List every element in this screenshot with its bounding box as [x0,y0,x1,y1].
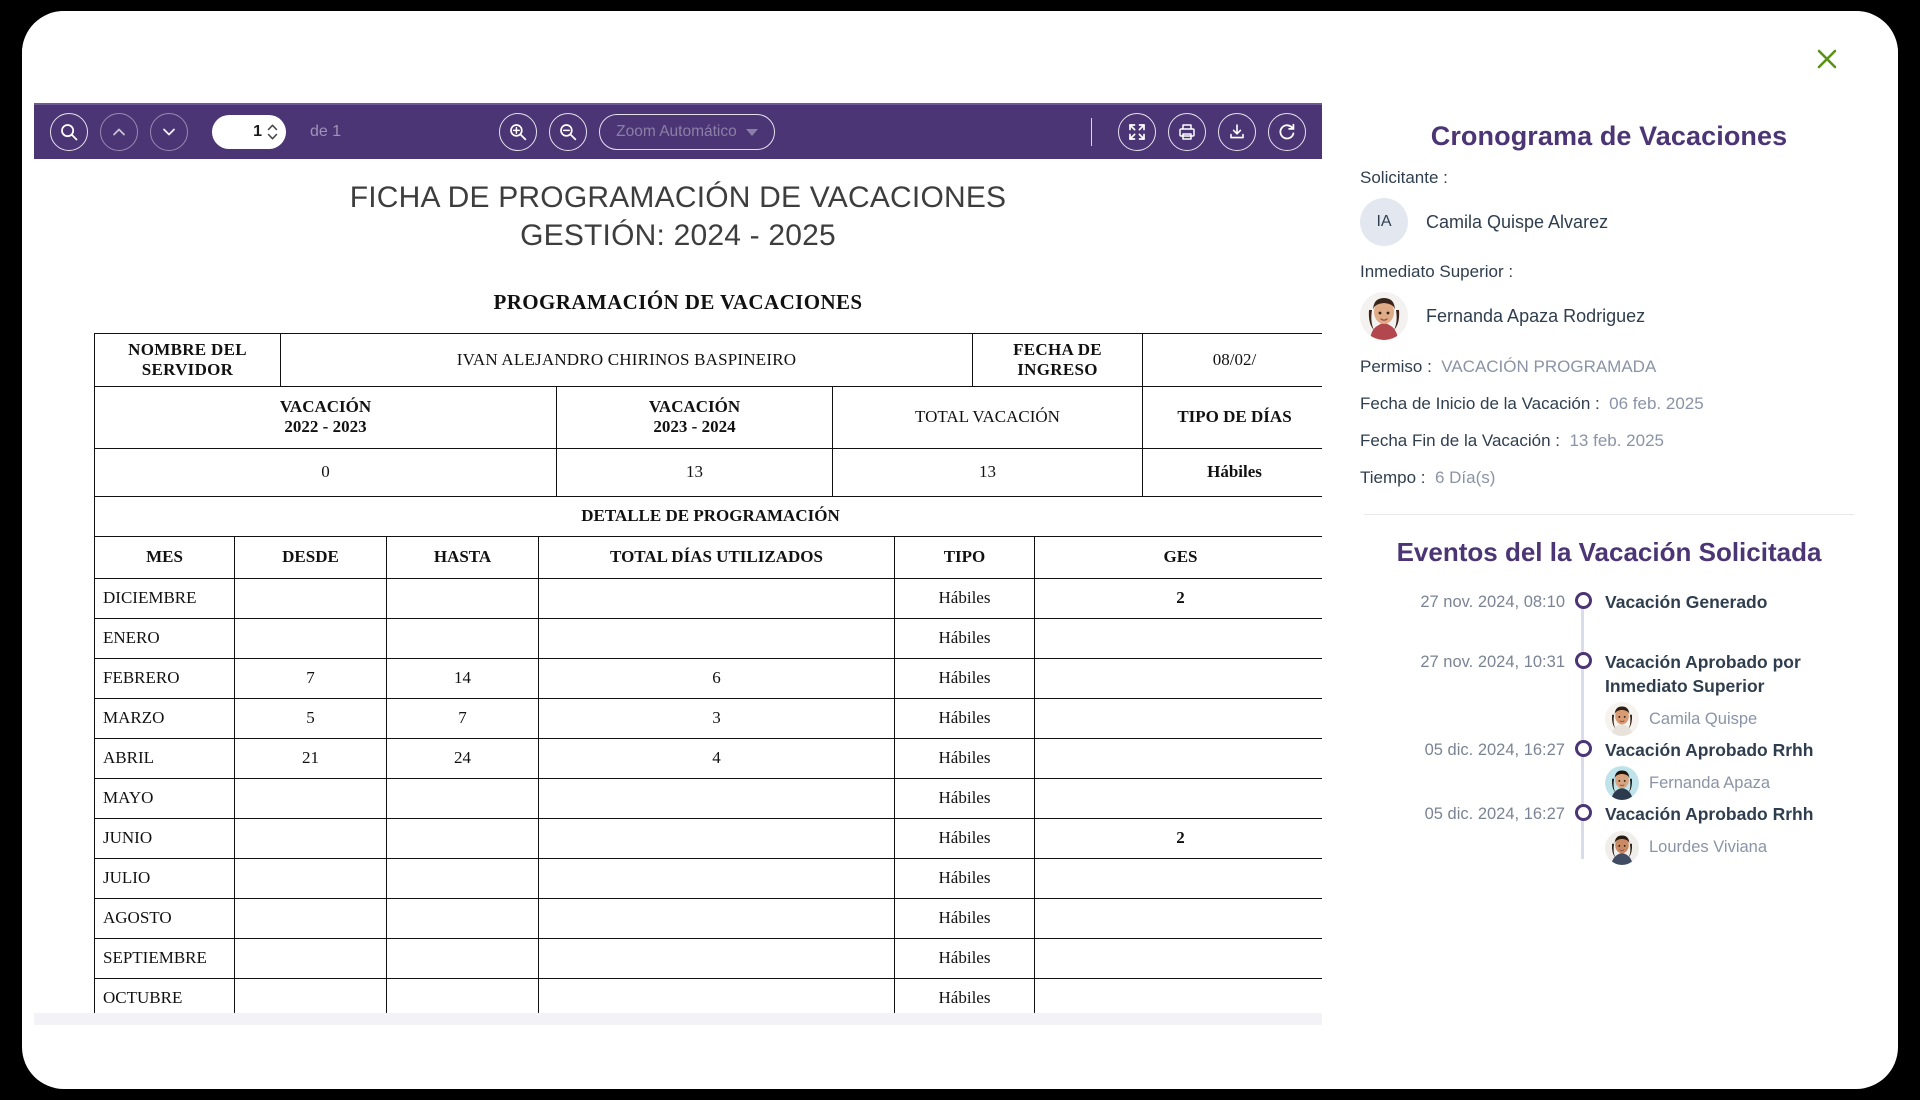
event-timestamp: 27 nov. 2024, 08:10 [1420,593,1565,611]
page-number-input[interactable] [218,123,262,141]
document-title-line2: GESTIÓN: 2024 - 2025 [520,219,836,253]
cell-hasta [387,578,539,618]
cell-hasta: 24 [387,738,539,778]
timeline-event [1360,588,1858,648]
event-body [1601,800,1858,864]
avatar [1605,702,1639,736]
event-label: Vacación Generado [1605,592,1768,612]
superior-name: Fernanda Apaza Rodriguez [1426,305,1646,326]
table-row [95,448,1323,496]
event-actor-name: Fernanda Apaza [1649,774,1771,793]
table-row [95,778,1323,818]
document-title [94,179,1262,256]
print-icon[interactable] [1168,113,1206,151]
tipo-dias-label: TIPO DE DÍAS [1143,386,1323,448]
cell-total [539,618,895,658]
vac-2023-label-line2: 2023 - 2024 [653,417,736,437]
detalle-label: DETALLE DE PROGRAMACIÓN [95,496,1323,536]
event-dot-column [1565,800,1601,864]
pdf-scroll-area[interactable] [34,159,1322,1025]
cell-tipo: Hábiles [895,578,1035,618]
cell-gestion [1035,978,1323,1013]
cell-hasta [387,978,539,1013]
event-body [1601,648,1858,736]
cell-mes: JUNIO [95,818,235,858]
event-body [1601,588,1858,648]
vac-2023-value: 13 [557,448,833,496]
document-detail-table [94,536,1322,1013]
cell-mes: MAYO [95,778,235,818]
toolbar-divider [1091,118,1093,146]
table-row [95,496,1323,536]
ingreso-value: 08/02/ [1143,333,1323,386]
event-actor [1605,702,1858,736]
fecha-inicio-row [1360,394,1858,414]
document-title-line1: FICHA DE PROGRAMACIÓN DE VACACIONES [349,181,1007,214]
vac-2022-label-line2: 2022 - 2023 [284,417,367,437]
cell-total [539,578,895,618]
tipo-dias-value: Hábiles [1143,448,1323,496]
permiso-row [1360,357,1858,377]
events-title: Eventos del la Vacación Solicitada [1396,537,1822,567]
rotate-icon[interactable] [1268,113,1306,151]
event-actor-name: Camila Quispe [1649,710,1758,729]
cell-total [539,818,895,858]
cell-total [539,858,895,898]
cell-mes: ENERO [95,618,235,658]
solicitante-name: Camila Quispe Alvarez [1426,211,1609,232]
cell-hasta: 14 [387,658,539,698]
modal-header [22,11,1898,103]
timeline-event [1360,800,1858,864]
col-total-dias: TOTAL DÍAS UTILIZADOS [539,536,895,578]
cell-hasta: 7 [387,698,539,738]
cell-hasta [387,858,539,898]
cell-gestion [1035,898,1323,938]
timeline-event [1360,736,1858,800]
cell-gestion [1035,698,1323,738]
table-row [95,618,1323,658]
cell-total [539,898,895,938]
cell-total [539,978,895,1013]
servidor-label: NOMBRE DEL SERVIDOR [95,333,281,386]
cell-desde: 21 [235,738,387,778]
cell-mes: JULIO [95,858,235,898]
avatar [1360,292,1408,340]
cell-gestion [1035,738,1323,778]
section-divider [1364,514,1854,515]
page-number-stepper[interactable] [267,124,278,141]
cell-gestion [1035,938,1323,978]
modal-dialog [22,11,1898,1089]
vac-2023-label-line1: VACACIÓN [648,397,741,417]
timeline-items [1360,588,1858,865]
permiso-value: VACACIÓN PROGRAMADA [1441,357,1657,376]
cell-tipo: Hábiles [895,818,1035,858]
timeline-event [1360,648,1858,736]
chevron-down-icon [746,129,758,136]
table-row [95,333,1323,386]
cell-hasta [387,818,539,858]
table-row [95,698,1323,738]
event-label: Vacación Aprobado Rrhh [1605,804,1814,825]
close-icon[interactable] [1812,44,1842,74]
fecha-fin-row [1360,431,1858,451]
table-row [95,898,1323,938]
event-dot-column [1565,648,1601,736]
servidor-value: IVAN ALEJANDRO CHIRINOS BASPINEIRO [281,333,973,386]
download-icon[interactable] [1218,113,1256,151]
cell-tipo: Hábiles [895,938,1035,978]
avatar [1605,831,1639,865]
cell-gestion [1035,858,1323,898]
table-row [95,658,1323,698]
event-dot-column [1565,588,1601,648]
cell-desde [235,858,387,898]
next-page-button[interactable] [150,113,188,151]
event-actor [1605,831,1858,865]
pdf-toolbar [34,103,1322,159]
cell-gestion [1035,658,1323,698]
event-timestamp: 27 nov. 2024, 10:31 [1420,653,1565,671]
page-total-label: de 1 [310,123,342,140]
panel-title: Cronograma de Vacaciones [1430,121,1788,151]
ingreso-label: FECHA DE INGRESO [973,333,1143,386]
permiso-label: Permiso : [1360,357,1432,376]
cell-mes: SEPTIEMBRE [95,938,235,978]
fecha-fin-value: 13 feb. 2025 [1569,431,1664,450]
tiempo-label: Tiempo : [1360,468,1426,487]
vac-2022-label-line1: VACACIÓN [279,397,372,417]
cell-gestion [1035,618,1323,658]
table-row [95,858,1323,898]
cell-gestion: 2 [1035,578,1323,618]
table-row [95,578,1323,618]
cell-mes: AGOSTO [95,898,235,938]
cell-hasta [387,778,539,818]
cell-total: 3 [539,698,895,738]
table-row [95,818,1323,858]
col-gestion: GES [1035,536,1323,578]
zoom-out-icon[interactable] [549,113,587,151]
vac-2022-label [95,386,557,448]
cell-desde [235,938,387,978]
event-timestamp: 05 dic. 2024, 16:27 [1424,805,1565,824]
cell-gestion [1035,778,1323,818]
cell-tipo: Hábiles [895,858,1035,898]
search-icon[interactable] [50,113,88,151]
event-label: Vacación Aprobado Rrhh [1605,740,1814,761]
cell-mes: FEBRERO [95,658,235,698]
event-dot-icon [1575,804,1592,821]
cell-tipo: Hábiles [895,978,1035,1013]
tiempo-value: 6 Día(s) [1434,468,1496,487]
table-header-row [95,536,1323,578]
cell-gestion: 2 [1035,818,1323,858]
tiempo-row [1360,468,1858,488]
cell-desde: 5 [235,698,387,738]
event-body [1601,736,1858,800]
col-mes: MES [95,536,235,578]
document-summary-table [94,333,1322,537]
event-dot-column [1565,736,1601,800]
cell-desde [235,778,387,818]
cell-mes: ABRIL [95,738,235,778]
cell-hasta [387,898,539,938]
cell-desde: 7 [235,658,387,698]
cronograma-panel [1322,103,1886,1061]
event-dot-icon [1575,740,1592,757]
event-timestamp: 05 dic. 2024, 16:27 [1424,741,1565,760]
vac-2022-value: 0 [95,448,557,496]
cell-hasta [387,938,539,978]
pdf-toolbar-zoom-group [499,113,775,151]
pdf-toolbar-left-group [50,113,341,151]
solicitante-label: Solicitante : [1360,168,1448,187]
pdf-toolbar-right-group [1089,113,1307,151]
table-row [95,386,1323,448]
event-dot-icon [1575,652,1592,669]
cell-total [539,778,895,818]
cell-tipo: Hábiles [895,618,1035,658]
cell-tipo: Hábiles [895,698,1035,738]
superior-label: Inmediato Superior : [1360,262,1514,281]
avatar [1605,766,1639,800]
cell-desde [235,818,387,858]
fecha-inicio-label: Fecha de Inicio de la Vacación : [1360,394,1600,413]
event-actor [1605,766,1858,800]
cell-mes: MARZO [95,698,235,738]
fecha-inicio-value: 06 feb. 2025 [1609,394,1704,413]
page-number-field[interactable] [212,115,286,149]
previous-page-button[interactable] [100,113,138,151]
superior-row [1360,292,1858,340]
cell-desde [235,898,387,938]
col-desde: DESDE [235,536,387,578]
cell-total [539,938,895,978]
event-actor-name: Lourdes Viviana [1649,838,1768,857]
cell-desde [235,578,387,618]
cell-total: 4 [539,738,895,778]
pdf-viewer [34,103,1322,1025]
table-row [95,738,1323,778]
cell-tipo: Hábiles [895,738,1035,778]
zoom-level-label: Zoom Automático [616,123,737,140]
avatar: IA [1360,198,1408,246]
cell-total: 6 [539,658,895,698]
cell-desde [235,618,387,658]
cell-mes: OCTUBRE [95,978,235,1013]
event-label: Vacación Aprobado por Inmediato Superior [1605,652,1801,697]
solicitante-row [1360,198,1858,246]
zoom-level-select[interactable] [599,114,775,150]
cell-mes: DICIEMBRE [95,578,235,618]
events-timeline [1360,588,1858,865]
vac-2023-label [557,386,833,448]
total-vac-value: 13 [833,448,1143,496]
cell-tipo: Hábiles [895,778,1035,818]
cell-tipo: Hábiles [895,898,1035,938]
zoom-in-icon[interactable] [499,113,537,151]
document-section-title: PROGRAMACIÓN DE VACACIONES [493,289,863,314]
col-hasta: HASTA [387,536,539,578]
total-vac-label: TOTAL VACACIÓN [833,386,1143,448]
cell-hasta [387,618,539,658]
table-row [95,938,1323,978]
event-dot-icon [1575,592,1592,609]
detail-rows-body [95,578,1323,1013]
cell-desde [235,978,387,1013]
table-row [95,978,1323,1013]
pdf-page [34,159,1322,1013]
fecha-fin-label: Fecha Fin de la Vacación : [1360,431,1561,450]
cell-tipo: Hábiles [895,658,1035,698]
col-tipo: TIPO [895,536,1035,578]
fullscreen-icon[interactable] [1118,113,1156,151]
